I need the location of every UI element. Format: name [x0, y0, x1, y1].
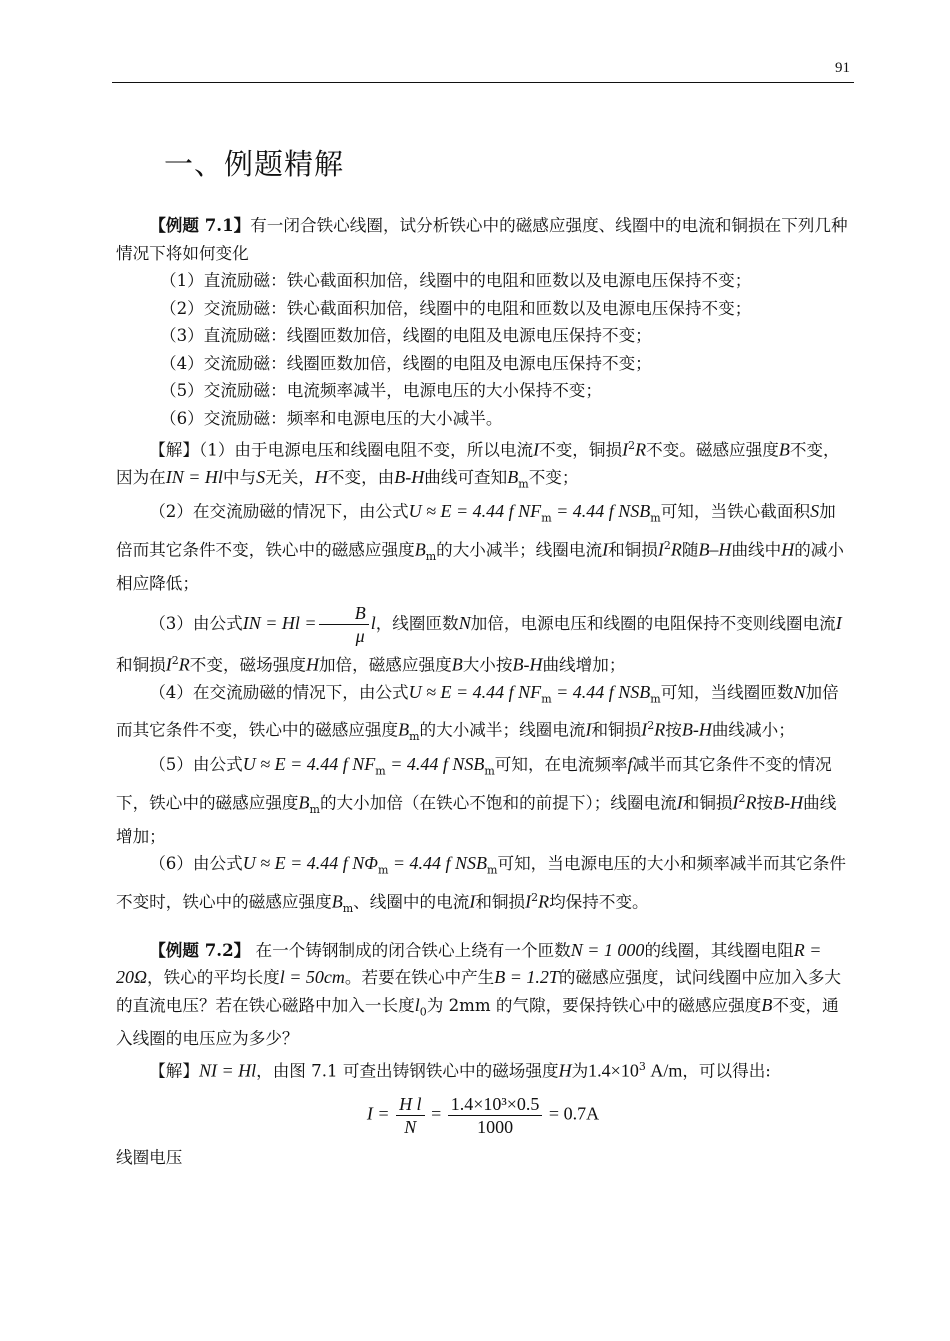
- condition-item: （3）直流励磁：线圈匝数加倍，线圈的电阻及电源电压保持不变；: [160, 326, 652, 345]
- section-title: 一、例题精解: [164, 147, 345, 181]
- example-label: 【例题 7.2】: [149, 939, 251, 960]
- condition-item: （2）交流励磁：铁心截面积加倍，线圈中的电阻和匝数以及电源电压保持不变；: [160, 298, 752, 318]
- condition-item: （1）直流励磁：铁心截面积加倍，线圈中的电阻和匝数以及电源电压保持不变；: [160, 271, 752, 290]
- solution-part-6: （6）由公式U ≈ E = 4.44 f $N\Phi_m = 4.44$ f $NSB_m$可知，当电源电压的大小和频率减半而其它条件不变时，铁心中的磁感应强度$B_m$、线圈中的电流I和铜损$I^2R$均保持不变。: [116, 853, 846, 915]
- condition-item: （4）交流励磁：线圈匝数加倍，线圈的电阻及电源电压保持不变；: [160, 353, 652, 373]
- page-number: 91: [835, 60, 850, 76]
- solution-part-5: （5）由公式U ≈ E = 4.44 f $NF_m = 4.44$ f $NSB_m$可知，在电流频率f减半而其它条件不变的情况下，铁心中的磁感应强度$B_m$的大小加倍（在铁心不饱和的前提下）；线圈电流I和铜损$I^2R$按B-H曲线增加；: [116, 753, 837, 846]
- solution-part-1: 【解】（1）由于电源电压和线圈电阻不变，所以电流I不变，铜损$I^2R$不变。磁感应强度B不变，因为在IN = Hl中与S无关，H不变，由B-H曲线可查知$B_m$不变；: [116, 439, 840, 491]
- solution-part-3: （3）由公式IN = Hl = $\frac{B}{\mu}$ l，线圈匝数N加倍，电源电压和线圈的电阻保持不变则线圈电流I和铜损$I^2R$不变，磁场强度H加倍，磁感应强度B大小按B-H曲线增加；: [116, 602, 842, 675]
- condition-item: （6）交流励磁：频率和电源电压的大小减半。: [160, 408, 503, 428]
- header-rule: [112, 82, 854, 83]
- example-7-1-question: 【例题 7.1】有一闭合铁心线圈，试分析铁心中的磁感应强度、线圈中的电流和铜损在下列几种情况下将如何变化: [116, 215, 848, 263]
- coil-voltage-label: 线圈电压: [116, 1147, 183, 1167]
- example-label: 【例题 7.1】: [149, 215, 251, 235]
- fraction-b-over-mu: $\frac{B}{\mu}$: [319, 602, 369, 647]
- example-7-2-question: 【例题 7.2】 在一个铸钢制成的闭合铁心上绕有一个匝数N = 1 000的线圈，其线圈电阻R = 20Ω，铁心的平均长度l = 50cm。若要在铁心中产生B = 1.2T的磁感应强度，试问线圈中应加入多大的直流电压？若在铁心磁路中加入一长度$l_0$为 2mm 的气隙，要保持铁心中的磁感应强度B不变，通入线圈的电压应为多少？: [116, 939, 842, 1049]
- example-7-2-solution: 【解】NI = Hl，由图 7.1 可查出铸钢铁心中的磁场强度H为$1.4\times 10^3$ A/m，可以得出:: [149, 1059, 771, 1081]
- solution-part-4: （4）在交流励磁的情况下，由公式U ≈ E = 4.44 f $NF_m = 4.44$ f $NSB_m$可知，当线圈匝数N加倍而其它条件不变，铁心中的磁感应强度$B_m$的大小减半；线圈电流I和铜损$I^2R$按B-H曲线减小；: [116, 681, 839, 744]
- current-calculation-equation: I = $\frac{\text{H l}}{N}$ = $\frac{\text{1.4×10³×0.5}}{1000}$ = 0.7A: [366, 1093, 600, 1137]
- example-7-1-conditions: [116, 267, 850, 432]
- page-body: [116, 212, 850, 1171]
- solution-part-2: （2）在交流励磁的情况下，由公式U ≈ E = 4.44 f $NF_m = 4.44$ f $NSB_m$可知，当铁心截面积S加倍而其它条件不变，铁心中的磁感应强度$B_m$的大小减半；线圈电流I和铜损$I^2R$随B–H曲线中H的减小相应降低；: [116, 500, 844, 593]
- condition-item: （5）交流励磁：电流频率减半，电源电压的大小保持不变；: [160, 381, 602, 400]
